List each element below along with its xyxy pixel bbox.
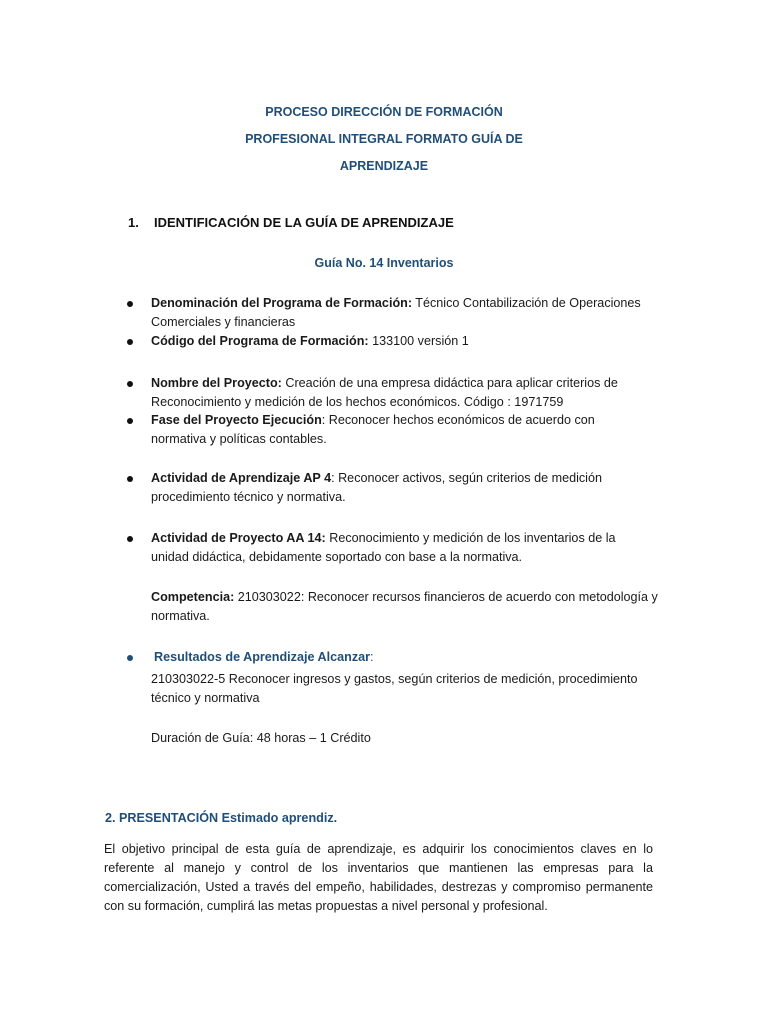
item-text: Técnico Contabilización de Operaciones [412,296,641,310]
section-2-number: 2. [105,811,116,825]
list-item [151,529,691,566]
section-2-heading [105,811,337,825]
bullet-icon [127,301,133,307]
item-text-continued: Reconocimiento y medición de los hechos económicos. Código : 1971759 [151,394,564,409]
resultados-line-2: técnico y normativa [151,690,260,705]
section-1-title: IDENTIFICACIÓN DE LA GUÍA DE APRENDIZAJE [154,215,454,230]
resultados-line-1: 210303022-5 Reconocer ingresos y gastos, según criterios de medición, procedimiento [151,672,638,686]
resultados-text [151,670,691,707]
paragraph-line: con su formación, cumplirá las metas propuestas a nivel personal y profesional. [104,899,548,913]
bullet-icon [127,339,133,345]
guide-title: Guía No. 14 Inventarios [314,256,454,270]
duracion-text: Duración de Guía: 48 horas – 1 Crédito [151,731,371,745]
item-label: Fase del Proyecto Ejecución [151,413,322,427]
item-label: Código del Programa de Formación: [151,334,369,348]
item-text-continued: unidad didáctica, debidamente soportado con base a la normativa. [151,549,523,564]
list-item [151,294,691,331]
list-item [151,332,691,351]
list-item [151,374,691,411]
header-line-3: APRENDIZAJE [339,159,429,173]
item-text: Reconocimiento y medición de los inventarios de la [325,531,616,545]
section-1-heading [128,215,454,230]
item-text: Creación de una empresa didáctica para aplicar criterios de [281,376,618,390]
bullet-icon [127,381,133,387]
item-label: Actividad de Proyecto AA 14: [151,531,326,545]
section-2-subtitle: Estimado aprendiz. [221,811,338,825]
item-label: Denominación del Programa de Formación: [151,296,413,310]
document-header [0,99,768,180]
competencia-block [151,588,691,625]
item-text: : Reconocer activos, según criterios de medición [331,471,602,485]
bullet-icon [127,418,133,424]
competencia-text-continued: normativa. [151,608,210,623]
list-item [151,469,691,506]
competencia-text: 210303022: Reconocer recursos financieros de acuerdo con metodología y [234,590,658,604]
item-text: : Reconocer hechos económicos de acuerdo con [321,413,595,427]
bullet-icon [127,536,133,542]
item-text: 133100 versión 1 [368,334,469,348]
item-label: Actividad de Aprendizaje AP 4 [151,471,332,485]
paragraph-line: El objetivo principal de esta guía de aprendizaje, es adquirir los conocimientos claves en lo [104,842,653,856]
resultados-heading [151,648,691,667]
resultados-colon: : [370,650,374,664]
bullet-icon [127,476,133,482]
paragraph-line: comercialización, Usted a través del empeño, habilidades, destrezas y compromiso permanente [104,880,653,894]
competencia-label: Competencia: [151,590,235,604]
list-item [151,411,691,448]
section-1-number: 1. [128,215,139,230]
presentacion-paragraph [104,840,653,916]
paragraph-line: referente al manejo y control de los inventarios que mantienen las empresas para la [104,861,653,875]
item-text-continued: Comerciales y financieras [151,314,296,329]
header-line-1: PROCESO DIRECCIÓN DE FORMACIÓN [265,105,503,119]
item-text-continued: normativa y políticas contables. [151,431,327,446]
item-label: Nombre del Proyecto: [151,376,282,390]
item-text-continued: procedimiento técnico y normativa. [151,489,346,504]
bullet-icon [127,655,133,661]
header-line-2: PROFESIONAL INTEGRAL FORMATO GUÍA DE [245,132,523,146]
section-2-title: PRESENTACIÓN [119,811,219,825]
resultados-label: Resultados de Aprendizaje Alcanzar [154,650,371,664]
